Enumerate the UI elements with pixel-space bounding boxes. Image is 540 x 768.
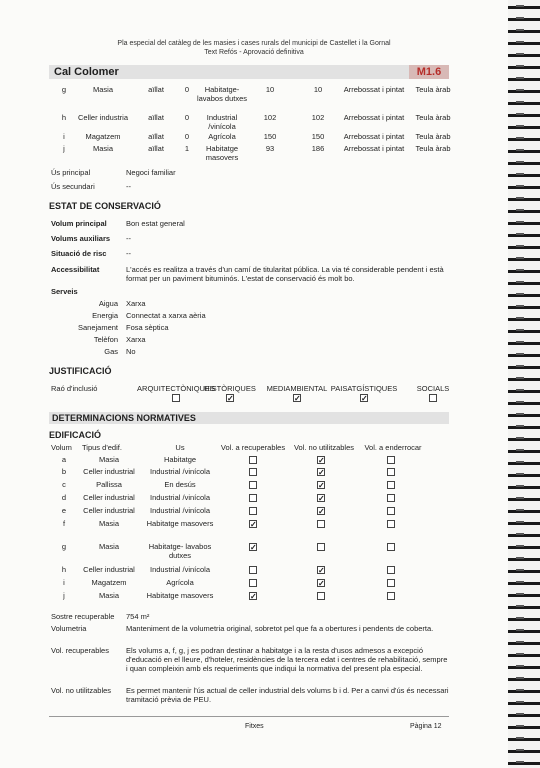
column-header: Vol. a recuperables — [220, 443, 286, 452]
checkbox-rec[interactable] — [249, 494, 257, 502]
table-cell-n: 1 — [184, 144, 190, 153]
sostre-value: 754 m² — [126, 612, 150, 621]
table-cell-v: h — [61, 113, 67, 122]
checkbox-rec[interactable]: ✓ — [250, 592, 257, 601]
justificacio-heading: JUSTIFICACIÓ — [49, 366, 112, 376]
table-cell-acab: Arrebossat i pintat — [343, 85, 405, 94]
checkbox-no[interactable]: ✓ — [318, 494, 325, 503]
checkbox-no[interactable]: ✓ — [318, 507, 325, 516]
justificacio-option-label: SOCIALS — [416, 384, 450, 393]
row-volum: h — [61, 565, 67, 574]
checkbox-no[interactable]: ✓ — [318, 468, 325, 477]
checkbox-rec[interactable] — [249, 468, 257, 476]
table-cell-a: 150 — [263, 132, 277, 141]
justificacio-option-label: HISTÒRIQUES — [204, 384, 256, 393]
checkbox-end[interactable] — [387, 520, 395, 528]
table-cell-agr: aïllat — [148, 113, 164, 122]
catalog-code: M1.6 — [409, 65, 449, 79]
row-us: Industrial /vinícola — [149, 467, 211, 476]
us-secundari-value: -- — [126, 182, 131, 191]
table-cell-coberta: Teula àrab — [415, 132, 451, 141]
table-cell-n: 0 — [184, 132, 190, 141]
checkbox-rec[interactable] — [249, 579, 257, 587]
servei-value: Fosa sèptica — [126, 323, 169, 332]
table-cell-b: 10 — [313, 85, 323, 94]
situacio-risc-label: Situació de risc — [51, 249, 107, 258]
table-cell-us: Industrial /vinícola — [206, 113, 238, 131]
volumetria-value: Manteniment de la volumetria original, sobretot pel que fa a obertures i pendents de coberta. — [126, 624, 434, 633]
volums-auxiliars-value: -- — [126, 234, 131, 243]
row-us: Habitatge masovers — [146, 519, 214, 528]
checkbox-no[interactable]: ✓ — [318, 566, 325, 575]
row-us: Habitatge masovers — [146, 591, 214, 600]
servei-value: Xarxa — [126, 335, 146, 344]
checkbox-no[interactable]: ✓ — [318, 579, 325, 588]
row-volum: g — [61, 542, 67, 551]
justificacio-option-label: ARQUITECTÒNIQUES — [137, 384, 215, 393]
checkbox-end[interactable] — [387, 494, 395, 502]
table-cell-coberta: Teula àrab — [415, 113, 451, 122]
table-cell-a: 10 — [265, 85, 275, 94]
servei-value: Xarxa — [126, 299, 146, 308]
servei-label: Gas — [104, 347, 118, 356]
table-cell-n: 0 — [184, 85, 190, 94]
row-us: Industrial /vinícola — [149, 493, 211, 502]
table-cell-agr: aïllat — [148, 132, 164, 141]
vol-no-utilitzables-value: Es permet mantenir l'ús actual de celler industrial dels volums b i d. Per a canvi d'ús és necessari tramitació prèvia de PEU. — [126, 686, 449, 704]
table-cell-acab: Arrebossat i pintat — [343, 113, 405, 122]
footer-divider — [49, 716, 449, 717]
table-cell-us: Habitatge masovers — [205, 144, 239, 162]
row-us: Habitatge- lavabos dutxes — [148, 542, 212, 560]
table-cell-tipus: Magatzem — [85, 132, 121, 141]
checkbox-no[interactable]: ✓ — [318, 456, 325, 465]
table-cell-agr: aïllat — [148, 85, 164, 94]
edificacio-heading: EDIFICACIÓ — [49, 430, 102, 440]
justificacio-checkbox[interactable] — [429, 394, 437, 402]
conservacio-heading: ESTAT DE CONSERVACIÓ — [49, 201, 161, 211]
table-cell-a: 93 — [265, 144, 275, 153]
row-tipus: Celler industrial — [83, 506, 135, 515]
spiral-binding — [508, 0, 540, 768]
justificacio-checkbox[interactable]: ✓ — [227, 394, 234, 403]
volums-auxiliars-label: Volums auxiliars — [51, 234, 111, 243]
us-principal-value: Negoci familiar — [126, 168, 176, 177]
column-header: Volum — [51, 443, 72, 452]
checkbox-no[interactable] — [317, 520, 325, 528]
servei-label: Aigua — [98, 299, 118, 308]
page-number: Pàgina 12 — [410, 723, 442, 730]
row-volum: d — [61, 493, 67, 502]
servei-label: Sanejament — [77, 323, 118, 332]
volum-principal-label: Volum principal — [51, 219, 107, 228]
checkbox-end[interactable] — [387, 481, 395, 489]
justificacio-option-label: PAISATGÍSTIQUES — [330, 384, 398, 393]
situacio-risc-value: -- — [126, 249, 131, 258]
row-volum: f — [62, 519, 66, 528]
row-tipus: Masia — [98, 542, 119, 551]
table-cell-v: i — [63, 132, 65, 141]
table-cell-tipus: Celler industria — [77, 113, 129, 122]
table-cell-b: 102 — [311, 113, 325, 122]
table-cell-tipus: Masia — [92, 144, 113, 153]
footer-center: Fitxes — [245, 723, 264, 730]
checkbox-end[interactable] — [387, 579, 395, 587]
accessibilitat-value: L'accés es realitza a través d'un camí de titularitat pública. La via té considerable pendent i està format per un paviment bituminós. L'estat de conservació és molt bo. — [126, 265, 444, 283]
table-cell-v: g — [61, 85, 67, 94]
servei-value: Connectat a xarxa aèria — [126, 311, 206, 320]
determinacions-heading: DETERMINACIONS NORMATIVES — [49, 412, 449, 424]
accessibilitat-label: Accessibilitat — [51, 265, 100, 274]
table-cell-v: j — [63, 144, 65, 153]
checkbox-rec[interactable] — [249, 507, 257, 515]
vol-recuperables-value: Els volums a, f, g, j es podran destinar a habitatge i a la resta d'usos admesos a excepció d'educació en el lleure, d'hoteler, residències de la tercera edat i centres de rehabilitació, sempre i quan compleixin amb els requeriments que indiqui la normativa del present pla especial. — [126, 646, 448, 673]
table-cell-n: 0 — [184, 113, 190, 122]
table-cell-b: 150 — [311, 132, 325, 141]
row-tipus: Celler industrial — [83, 565, 135, 574]
row-volum: b — [61, 467, 67, 476]
justificacio-checkbox[interactable]: ✓ — [361, 394, 368, 403]
table-cell-b: 186 — [311, 144, 325, 153]
checkbox-end[interactable] — [387, 566, 395, 574]
justificacio-checkbox[interactable] — [172, 394, 180, 402]
table-cell-a: 102 — [263, 113, 277, 122]
column-header: Vol. a enderrocar — [364, 443, 422, 452]
row-us: En desús — [164, 480, 196, 489]
row-tipus: Masia — [98, 519, 119, 528]
checkbox-rec[interactable]: ✓ — [250, 520, 257, 529]
row-volum: a — [61, 455, 67, 464]
checkbox-end[interactable] — [387, 592, 395, 600]
checkbox-no[interactable] — [317, 592, 325, 600]
row-us: Agrícola — [166, 578, 194, 587]
row-tipus: Celler industrial — [83, 467, 135, 476]
checkbox-rec[interactable]: ✓ — [250, 543, 257, 552]
checkbox-no[interactable] — [317, 543, 325, 551]
serveis-heading: Serveis — [51, 287, 78, 296]
checkbox-end[interactable] — [387, 456, 395, 464]
checkbox-rec[interactable] — [249, 481, 257, 489]
checkbox-rec[interactable] — [249, 456, 257, 464]
table-cell-tipus: Masia — [92, 85, 113, 94]
servei-value: No — [126, 347, 136, 356]
checkbox-rec[interactable] — [249, 566, 257, 574]
us-principal-label: Ús principal — [51, 168, 91, 177]
volum-principal-value: Bon estat general — [126, 219, 185, 228]
row-tipus: Magatzem — [91, 578, 127, 587]
masia-title: Cal Colomer — [54, 66, 119, 78]
table-cell-us: Agrícola — [208, 132, 236, 141]
sostre-label: Sostre recuperable — [51, 612, 115, 621]
row-volum: j — [63, 591, 65, 600]
row-volum: i — [63, 578, 65, 587]
table-cell-coberta: Teula àrab — [415, 85, 451, 94]
table-cell-us: Habitatge- lavabos dutxes — [196, 85, 248, 103]
column-header: Tipus d'edif. — [82, 443, 122, 452]
checkbox-end[interactable] — [387, 507, 395, 515]
volumetria-label: Volumetria — [51, 624, 87, 633]
row-tipus: Masia — [98, 455, 119, 464]
us-secundari-label: Ús secundari — [51, 182, 95, 191]
justificacio-checkbox[interactable]: ✓ — [294, 394, 301, 403]
row-tipus: Pallissa — [96, 480, 122, 489]
table-cell-acab: Arrebossat i pintat — [343, 144, 405, 153]
checkbox-no[interactable]: ✓ — [318, 481, 325, 490]
row-tipus: Celler industrial — [83, 493, 135, 502]
row-volum: c — [62, 480, 66, 489]
rao-inclusio-label: Raó d'inclusió — [51, 384, 98, 393]
table-cell-acab: Arrebossat i pintat — [343, 132, 405, 141]
servei-label: Energia — [92, 311, 118, 320]
header-line-1: Pla especial del catàleg de les masies i cases rurals del municipi de Castellet i la Gornal — [117, 40, 391, 47]
servei-label: Telèfon — [93, 335, 118, 344]
row-volum: e — [61, 506, 67, 515]
checkbox-end[interactable] — [387, 543, 395, 551]
row-us: Habitatge — [163, 455, 197, 464]
column-header: Us — [175, 443, 185, 452]
table-cell-coberta: Teula àrab — [415, 144, 451, 153]
header-line-2: Text Refós - Aprovació definitiva — [204, 49, 304, 56]
row-tipus: Masia — [98, 591, 119, 600]
column-header: Vol. no utilitzables — [293, 443, 355, 452]
row-us: Industrial /vinícola — [149, 506, 211, 515]
row-us: Industrial /vinícola — [149, 565, 211, 574]
vol-no-utilitzables-label: Vol. no utilitzables — [51, 686, 112, 695]
justificacio-option-label: MEDIAMBIENTAL — [266, 384, 328, 393]
vol-recuperables-label: Vol. recuperables — [51, 646, 109, 655]
title-bar — [49, 65, 449, 79]
checkbox-end[interactable] — [387, 468, 395, 476]
table-cell-agr: aïllat — [148, 144, 164, 153]
page-header — [0, 39, 508, 57]
